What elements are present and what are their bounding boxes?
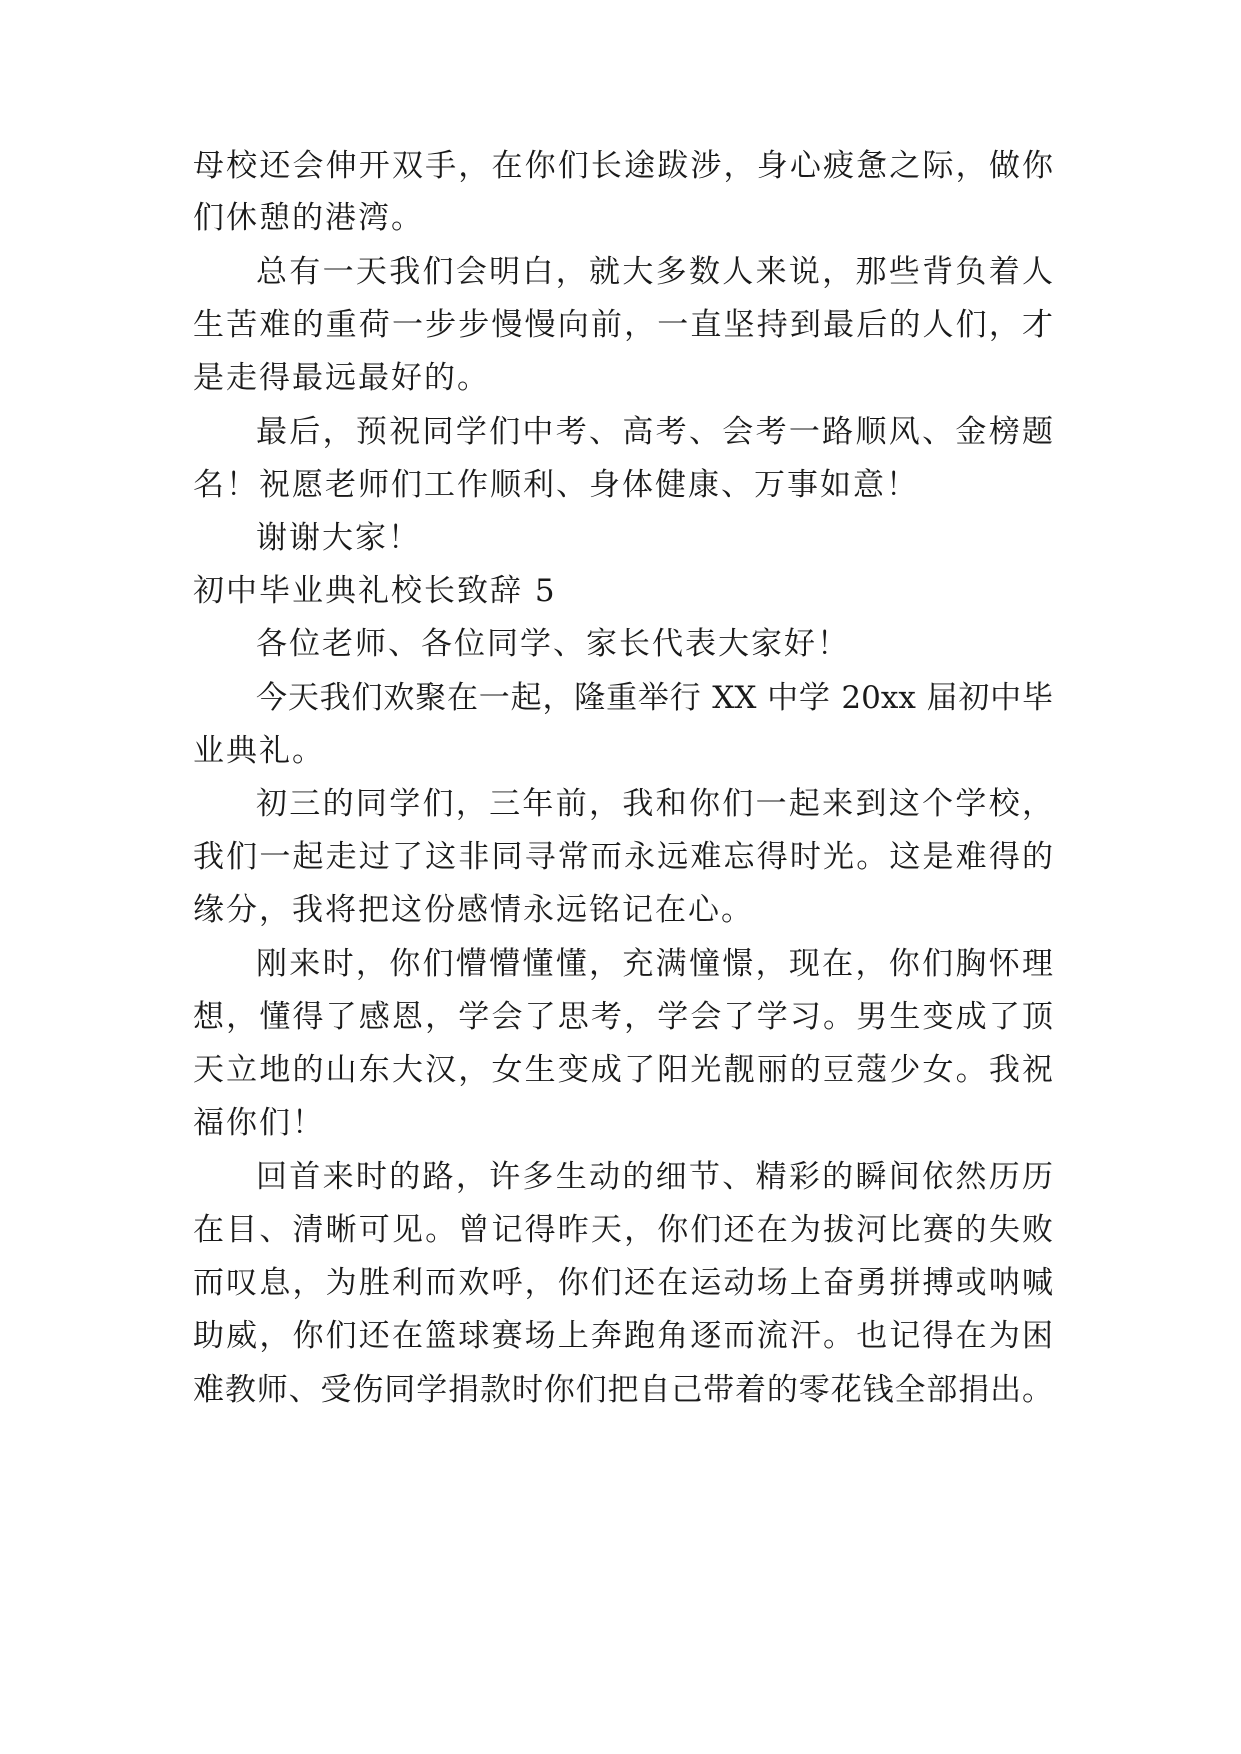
paragraph-line: 是走得最远最好的。 — [193, 360, 490, 396]
paragraph-line: 福你们！ — [193, 1105, 325, 1141]
paragraph-line: 回首来时的路，许多生动的细节、精彩的瞬间依然历历 — [256, 1159, 1053, 1195]
paragraph-line: 总有一天我们会明白，就大多数人来说，那些背负着人 — [256, 254, 1053, 290]
paragraph-line: 名！祝愿老师们工作顺利、身体健康、万事如意！ — [193, 467, 919, 503]
paragraph-line: 今天我们欢聚在一起，隆重举行 XX 中学 20xx 届初中毕 — [256, 680, 1053, 716]
paragraph-line: 难教师、受伤同学捐款时你们把自己带着的零花钱全部捐出。 — [193, 1372, 1053, 1408]
paragraph-line: 我们一起走过了这非同寻常而永远难忘得时光。这是难得的 — [193, 839, 1053, 875]
paragraph-line: 谢谢大家！ — [256, 520, 421, 556]
paragraph-line: 刚来时，你们懵懵懂懂，充满憧憬，现在，你们胸怀理 — [256, 946, 1053, 982]
paragraph-line: 在目、清晰可见。曾记得昨天，你们还在为拔河比赛的失败 — [193, 1212, 1053, 1248]
section-heading: 初中毕业典礼校长致辞 5 — [193, 573, 557, 609]
paragraph-line: 初三的同学们，三年前，我和你们一起来到这个学校， — [256, 786, 1053, 822]
paragraph-line: 母校还会伸开双手，在你们长途跋涉，身心疲惫之际，做你 — [193, 148, 1053, 184]
paragraph-line: 最后，预祝同学们中考、高考、会考一路顺风、金榜题 — [256, 414, 1053, 450]
paragraph-line: 而叹息，为胜利而欢呼，你们还在运动场上奋勇拼搏或呐喊 — [193, 1265, 1053, 1301]
paragraph-line: 助威，你们还在篮球赛场上奔跑角逐而流汗。也记得在为困 — [193, 1318, 1053, 1354]
paragraph-line: 缘分，我将把这份感情永远铭记在心。 — [193, 892, 754, 928]
paragraph-line: 们休憩的港湾。 — [193, 200, 424, 236]
paragraph-line: 各位老师、各位同学、家长代表大家好！ — [256, 626, 850, 662]
paragraph-line: 天立地的山东大汉，女生变成了阳光靓丽的豆蔻少女。我祝 — [193, 1052, 1053, 1088]
paragraph-line: 业典礼。 — [193, 733, 325, 769]
paragraph-line: 想，懂得了感恩，学会了思考，学会了学习。男生变成了顶 — [193, 999, 1053, 1035]
paragraph-line: 生苦难的重荷一步步慢慢向前，一直坚持到最后的人们，才 — [193, 307, 1053, 343]
